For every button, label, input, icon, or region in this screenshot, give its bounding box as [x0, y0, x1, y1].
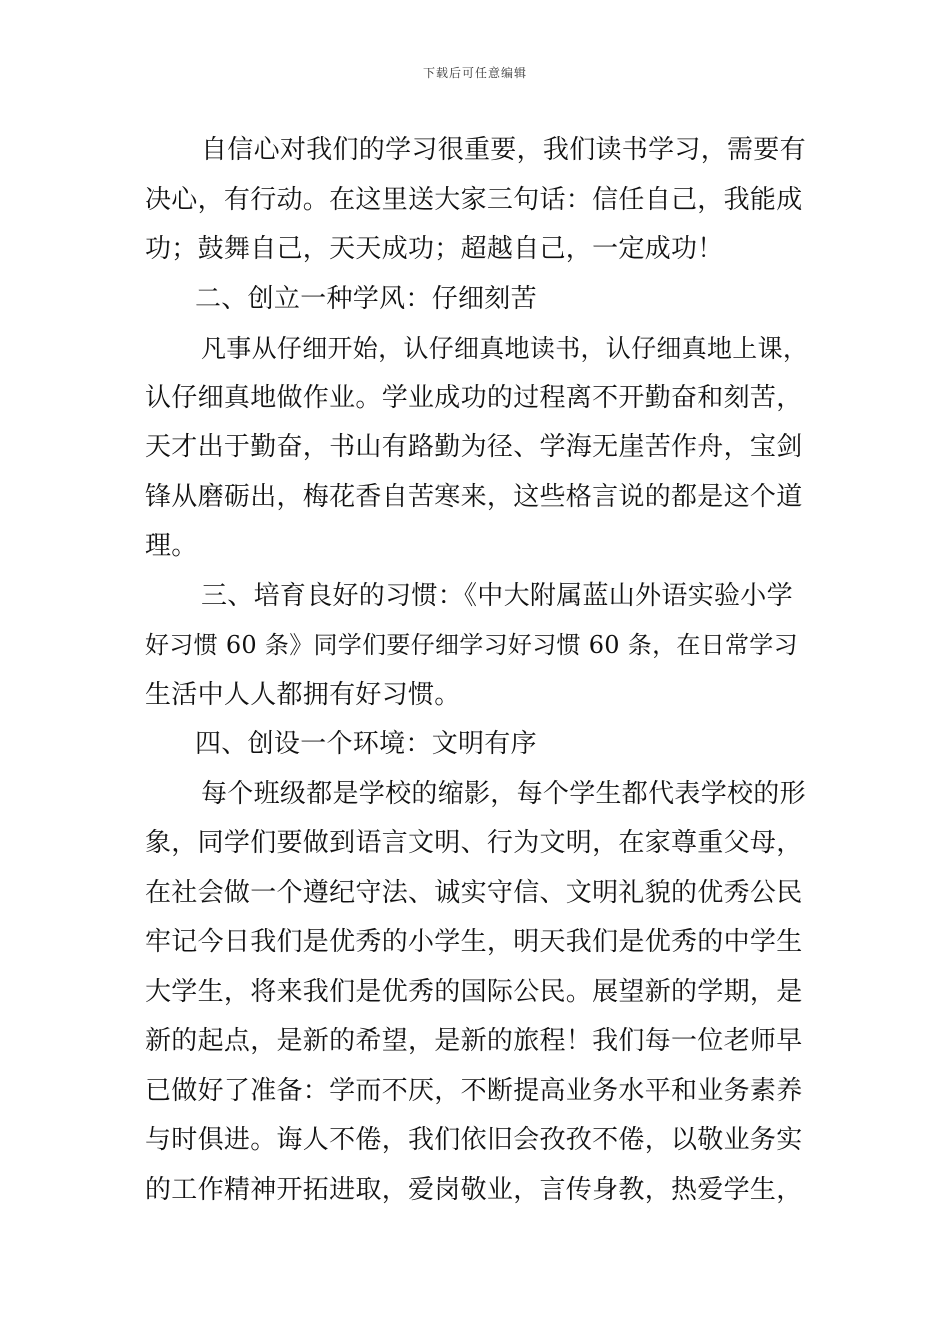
paragraph-line: 每个班级都是学校的缩影，每个学生都代表学校的形	[201, 778, 806, 809]
paragraph-line: 理。	[145, 531, 198, 561]
paragraph-line: 决心，有行动。在这里送大家三句话：信任自己，我能成	[145, 184, 803, 215]
paragraph-line: 好习惯 60 条》同学们要仔细学习好习惯 60 条，在日常学习	[145, 631, 798, 659]
paragraph-line: 功；鼓舞自己，天天成功；超越自己，一定成功！	[145, 234, 724, 264]
paragraph-line: 已做好了准备：学而不厌，不断提高业务水平和业务素养	[145, 1075, 803, 1106]
paragraph-line: 生活中人人都拥有好习惯。	[145, 679, 461, 710]
paragraph-line: 锋从磨砺出，梅花香自苦寒来，这些格言说的都是这个道	[145, 481, 803, 512]
section-heading: 四、创设一个环境：文明有序	[195, 729, 537, 759]
section-heading: 二、创立一种学风：仔细刻苦	[195, 283, 537, 314]
paragraph-line: 象，同学们要做到语言文明、行为文明，在家尊重父母，	[145, 828, 803, 858]
section-heading: 三、培育良好的习惯：《中大附属蓝山外语实验小学	[201, 580, 793, 611]
paragraph-line: 认仔细真地做作业。学业成功的过程离不开勤奋和刻苦，	[145, 382, 803, 413]
document-body	[145, 126, 810, 1215]
paragraph-line: 大学生，将来我们是优秀的国际公民。展望新的学期，是	[145, 976, 803, 1007]
paragraph-line: 的工作精神开拓进取，爱岗敬业，言传身教，热爱学生，	[145, 1174, 803, 1205]
paragraph-line: 天才出于勤奋，书山有路勤为径、学海无崖苦作舟，宝剑	[145, 432, 803, 462]
paragraph-line: 新的起点，是新的希望，是新的旅程！我们每一位老师早	[145, 1026, 803, 1056]
paragraph-line: 凡事从仔细开始，认仔细真地读书，认仔细真地上课，	[201, 334, 809, 363]
paragraph-line: 与时俱进。诲人不倦，我们依旧会孜孜不倦，以敬业务实	[145, 1125, 803, 1155]
paragraph-line: 牢记今日我们是优秀的小学生，明天我们是优秀的中学生	[145, 927, 803, 957]
page-header: 下载后可任意编辑	[422, 66, 527, 80]
paragraph-line: 自信心对我们的学习很重要，我们读书学习，需要有	[201, 135, 806, 165]
paragraph-line: 在社会做一个遵纪守法、诚实守信、文明礼貌的优秀公民	[145, 877, 803, 908]
